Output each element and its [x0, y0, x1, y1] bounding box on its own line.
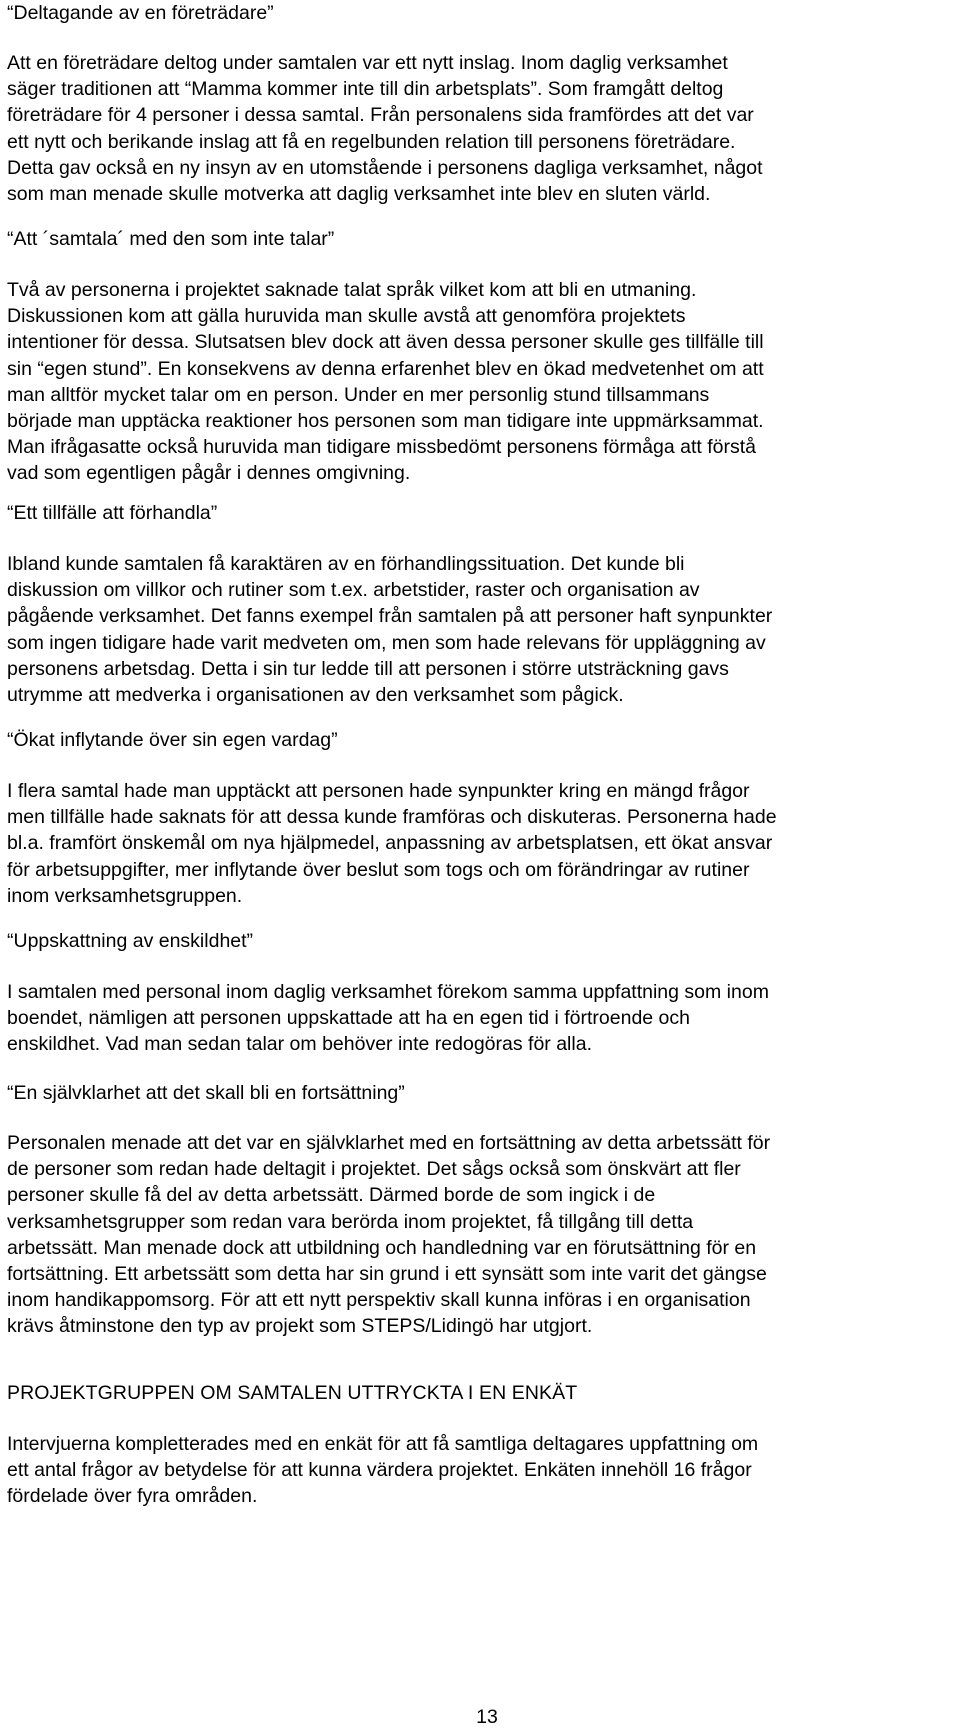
text-line: man alltför mycket talar om en person. Under en mer personlig stund tillsammans	[7, 383, 710, 406]
text-line: Man ifrågasatte också huruvida man tidigare missbedömt personens förmåga att förstå	[7, 436, 756, 459]
text-line: för arbetsuppgifter, mer inflytande över beslut som togs och om förändringar av rutiner	[7, 858, 750, 881]
text-line: Två av personerna i projektet saknade talat språk vilket kom att bli en utmaning.	[7, 279, 697, 301]
text-line: Detta gav också en ny insyn av en utomstående i personens dagliga verksamhet, något	[7, 156, 763, 179]
text-line: de personer som redan hade deltagit i projektet. Det sågs också som önskvärt att fler	[7, 1158, 741, 1181]
section-heading-forhandla: “Ett tillfälle att förhandla”	[7, 502, 218, 524]
text-line: bl.a. framfört önskemål om nya hjälpmedel, anpassning av arbetsplatsen, ett ökat ansvar	[7, 832, 773, 855]
text-line: pågående verksamhet. Det fanns exempel från samtalen på att personer haft synpunkter	[7, 605, 773, 628]
text-line: ett antal frågor av betydelse för att kunna värdera projektet. Enkäten innehöll 16 frågor	[7, 1459, 752, 1482]
text-line: men tillfälle hade saknats för att dessa kunde framföras och diskuteras. Personerna hade	[7, 806, 777, 829]
text-line: Personalen menade att det var en självklarhet med en fortsättning av detta arbetssätt för	[7, 1132, 771, 1154]
text-line: intentioner för dessa. Slutsatsen blev dock att även dessa personer skulle ges tillfälle till	[7, 331, 764, 354]
text-line: fördelade över fyra områden.	[7, 1485, 258, 1508]
text-line: personens arbetsdag. Detta i sin tur ledde till att personen i större utsträckning gavs	[7, 657, 729, 680]
text-line: boendet, nämligen att personen uppskattade att ha en egen tid i förtroende och	[7, 1007, 690, 1030]
section-heading-samtala: “Att ´samtala´ med den som inte talar”	[7, 228, 335, 250]
text-line: vad som egentligen pågår i dennes omgivning.	[7, 462, 411, 485]
text-line: diskussion om villkor och rutiner som t.ex. arbetstider, raster och organisation av	[7, 579, 700, 602]
text-line: ett nytt och berikande inslag att få en regelbunden relation till personens företrädare.	[7, 130, 736, 153]
text-line: I samtalen med personal inom daglig verksamhet förekom samma uppfattning som inom	[7, 981, 769, 1003]
text-line: Diskussionen kom att gälla huruvida man skulle avstå att genomföra projektets	[7, 305, 686, 328]
text-line: säger traditionen att “Mamma kommer inte till din arbetsplats”. Som framgått deltog	[7, 78, 724, 101]
section-paragraph-samtala	[7, 277, 764, 487]
text-line: inom verksamhetsgruppen.	[7, 884, 243, 907]
section-paragraph-enskildhet	[7, 979, 769, 1058]
text-line: krävs åtminstone den typ av projekt som STEPS/Lidingö har utgjort.	[7, 1315, 593, 1338]
text-line: som man menade skulle motverka att daglig verksamhet inte blev en sluten värld.	[7, 183, 711, 206]
text-line: I flera samtal hade man upptäckt att personen hade synpunkter kring en mängd frågor	[7, 780, 750, 802]
section-paragraph-fortsattning	[7, 1130, 770, 1340]
text-line: fortsättning. Ett arbetssätt som detta har sin grund i ett synsätt som inte varit det gängse	[7, 1263, 767, 1286]
section-paragraph-projektgruppen	[7, 1431, 758, 1510]
text-line: enskildhet. Vad man sedan talar om behöver inte redogöras för alla.	[7, 1033, 592, 1056]
text-line: Att en företrädare deltog under samtalen var ett nytt inslag. Inom daglig verksamhet	[7, 52, 728, 74]
section-paragraph-inflytande	[7, 778, 777, 909]
section-paragraph-deltagande	[7, 50, 763, 207]
text-line: började man upptäcka reaktioner hos personen som man tidigare inte uppmärksammat.	[7, 410, 764, 433]
text-line: inom handikappomsorg. För att ett nytt perspektiv skall kunna införas i en organisation	[7, 1289, 751, 1312]
section-heading-enskildhet: “Uppskattning av enskildhet”	[7, 930, 254, 952]
section-heading-deltagande: “Deltagande av en företrädare”	[7, 2, 274, 24]
section-heading-inflytande: “Ökat inflytande över sin egen vardag”	[7, 729, 338, 751]
page-number: 13	[476, 1706, 498, 1728]
text-line: som ingen tidigare hade varit medveten om, men som hade relevans för uppläggning av	[7, 631, 766, 654]
section-paragraph-forhandla	[7, 551, 772, 708]
section-heading-projektgruppen: PROJEKTGRUPPEN OM SAMTALEN UTTRYCKTA I EN ENKÄT	[7, 1382, 578, 1404]
text-line: Ibland kunde samtalen få karaktären av en förhandlingssituation. Det kunde bli	[7, 553, 685, 575]
text-line: företrädare för 4 personer i dessa samtal. Från personalens sida framfördes att det var	[7, 104, 754, 127]
section-heading-fortsattning: “En självklarhet att det skall bli en fortsättning”	[7, 1082, 405, 1104]
text-line: utrymme att medverka i organisationen av den verksamhet som pågick.	[7, 684, 624, 707]
text-line: arbetssätt. Man menade dock att utbildning och handledning var en förutsättning för en	[7, 1236, 757, 1259]
text-line: Intervjuerna kompletterades med en enkät för att få samtliga deltagares uppfattning om	[7, 1433, 759, 1455]
text-line: personer skulle få del av detta arbetssätt. Därmed borde de som ingick i de	[7, 1184, 656, 1207]
text-line: sin “egen stund”. En konsekvens av denna erfarenhet blev en ökad medvetenhet om att	[7, 357, 764, 380]
text-line: verksamhetsgrupper som redan vara berörda inom projektet, få tillgång till detta	[7, 1210, 694, 1233]
